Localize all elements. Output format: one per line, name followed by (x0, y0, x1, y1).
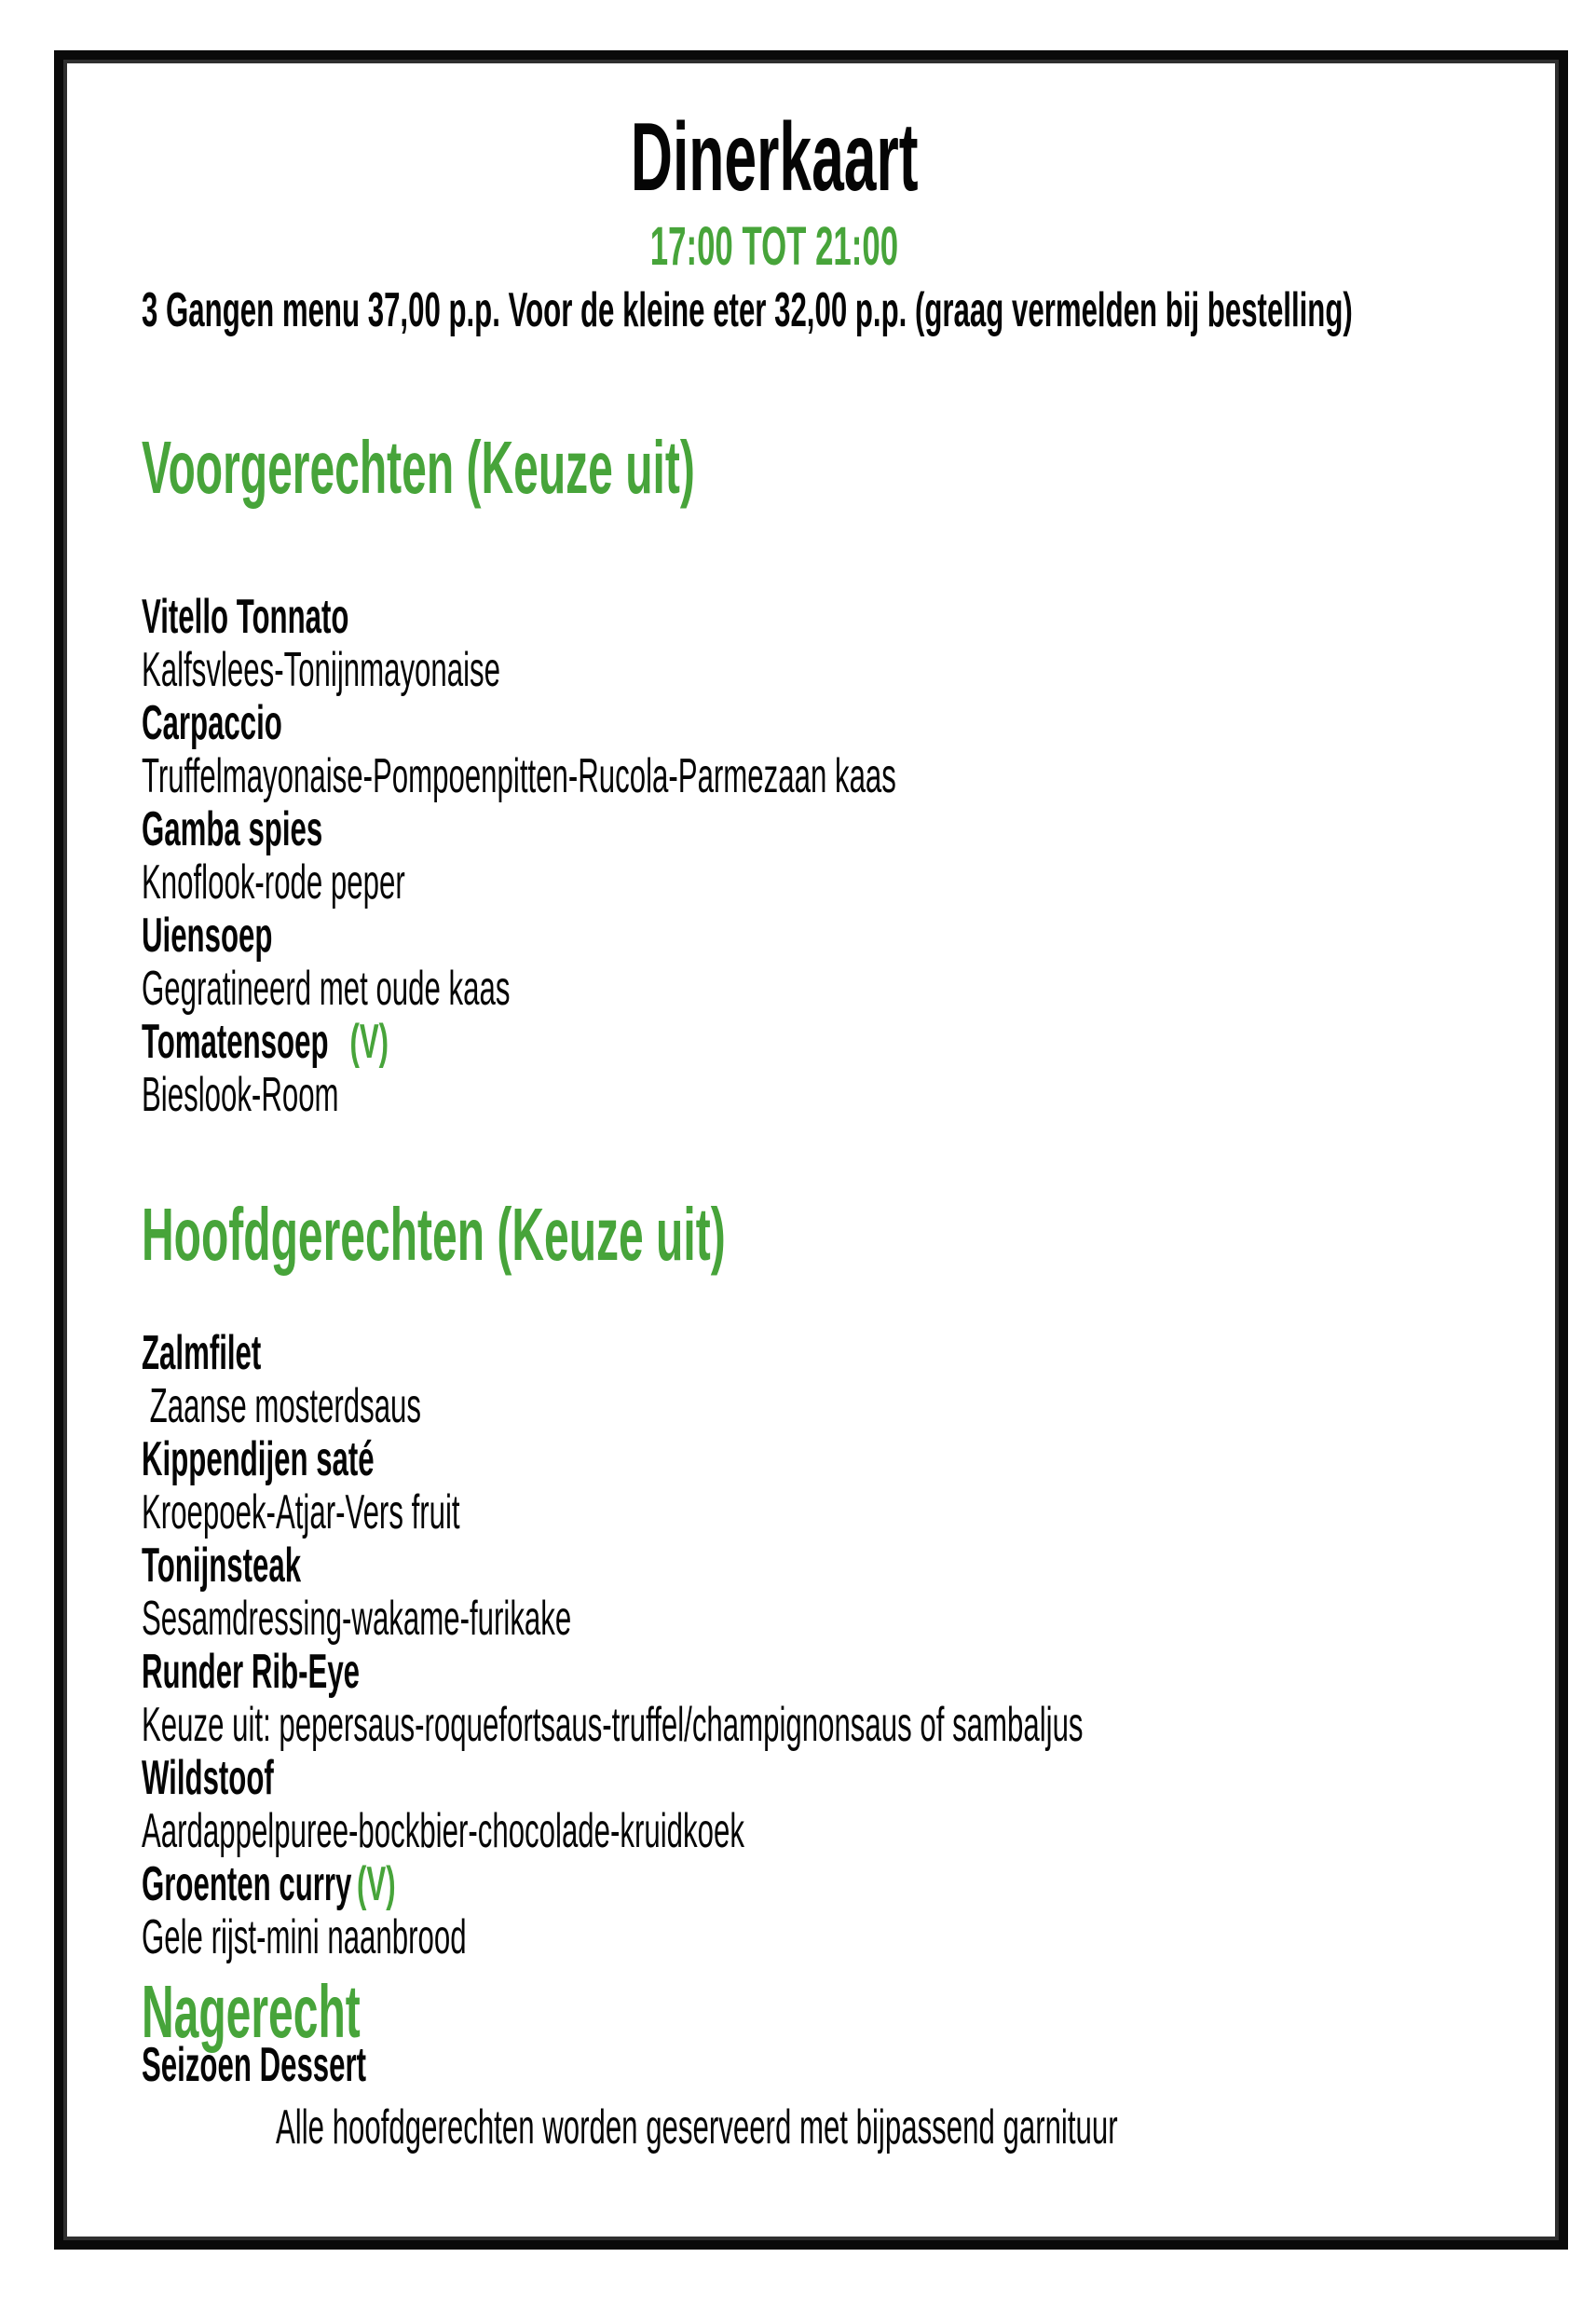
menu-item-name: Carpaccio (142, 696, 282, 750)
menu-card-frame (54, 50, 1568, 2250)
section-mains (142, 1194, 1495, 1964)
menu-item (142, 1858, 1495, 1964)
menu-item (142, 1016, 1495, 1122)
menu-item-name: Uiensoep (142, 909, 273, 963)
section-starters (142, 427, 1495, 1122)
menu-item (142, 1433, 1495, 1539)
menu-item-name: Vitello Tonnato (142, 590, 349, 644)
starters-list (142, 591, 1495, 1122)
footnote-text: Alle hoofdgerechten worden geserveerd met bijpassend garnituur (276, 2100, 1118, 2155)
menu-item (142, 591, 1495, 697)
menu-item-name: Gamba spies (142, 802, 323, 856)
menu-item (142, 2039, 1495, 2092)
section-heading-starters: Voorgerechten (Keuze uit) (142, 426, 695, 509)
dessert-list (142, 2039, 1495, 2092)
menu-item (142, 1646, 1495, 1752)
page-title (142, 104, 1407, 211)
menu-item-desc: Kroepoek-Atjar-Vers fruit (142, 1485, 460, 1539)
menu-item-name: Tomatensoep (142, 1015, 345, 1069)
menu-header (142, 104, 1495, 337)
menu-item (142, 1752, 1495, 1858)
section-heading-dessert: Nagerecht (142, 1970, 361, 2053)
menu-card-inner-border (63, 60, 1559, 2240)
menu-item-name: Runder Rib-Eye (142, 1645, 361, 1699)
menu-item-name: Groenten curry (142, 1857, 352, 1911)
mains-list (142, 1327, 1495, 1964)
menu-deal-line (142, 283, 1407, 337)
section-dessert (142, 1970, 1495, 2092)
menu-item-desc: Aardappelpuree-bockbier-chocolade-kruidkoek (142, 1804, 744, 1858)
section-heading-mains: Hoofdgerechten (Keuze uit) (142, 1193, 726, 1276)
menu-item-desc: Bieslook-Room (142, 1068, 339, 1122)
menu-item-desc: Knoflook-rode peper (142, 855, 405, 910)
menu-item-name: Wildstoof (142, 1751, 274, 1805)
menu-item-name: Zalmfilet (142, 1326, 262, 1380)
page-title-text: Dinerkaart (630, 103, 919, 212)
menu-item-desc: Zaanse mosterdsaus (142, 1379, 422, 1433)
footnote (142, 2101, 1495, 2155)
menu-deal-text: 3 Gangen menu 37,00 p.p. Voor de kleine eter 32,00 p.p. (graag vermelden bij bestelling) (142, 283, 1353, 337)
menu-item (142, 1539, 1495, 1646)
menu-item-name: Kippendijen saté (142, 1432, 375, 1486)
menu-item (142, 910, 1495, 1016)
menu-item (142, 1327, 1495, 1433)
menu-item-desc: Sesamdressing-wakame-furikake (142, 1592, 572, 1646)
opening-hours (142, 217, 1407, 277)
menu-item-desc: Kalfsvlees-Tonijnmayonaise (142, 643, 500, 697)
menu-item-desc: Gegratineerd met oude kaas (142, 962, 511, 1016)
menu-item-name: Tonijnsteak (142, 1539, 302, 1593)
menu-item (142, 697, 1495, 803)
opening-hours-text: 17:00 TOT 21:00 (649, 216, 899, 277)
veg-badge: (V) (357, 1857, 396, 1911)
veg-badge: (V) (349, 1015, 389, 1069)
menu-item-name: Seizoen Dessert (142, 2038, 367, 2092)
menu-item-desc: Keuze uit: pepersaus-roquefortsaus-truffel/champignonsaus of sambaljus (142, 1698, 1084, 1752)
menu-item-desc: Truffelmayonaise-Pompoenpitten-Rucola-Parmezaan kaas (142, 749, 896, 803)
menu-item-desc: Gele rijst-mini naanbrood (142, 1910, 467, 1964)
menu-content (71, 67, 1551, 2233)
menu-item (142, 803, 1495, 910)
